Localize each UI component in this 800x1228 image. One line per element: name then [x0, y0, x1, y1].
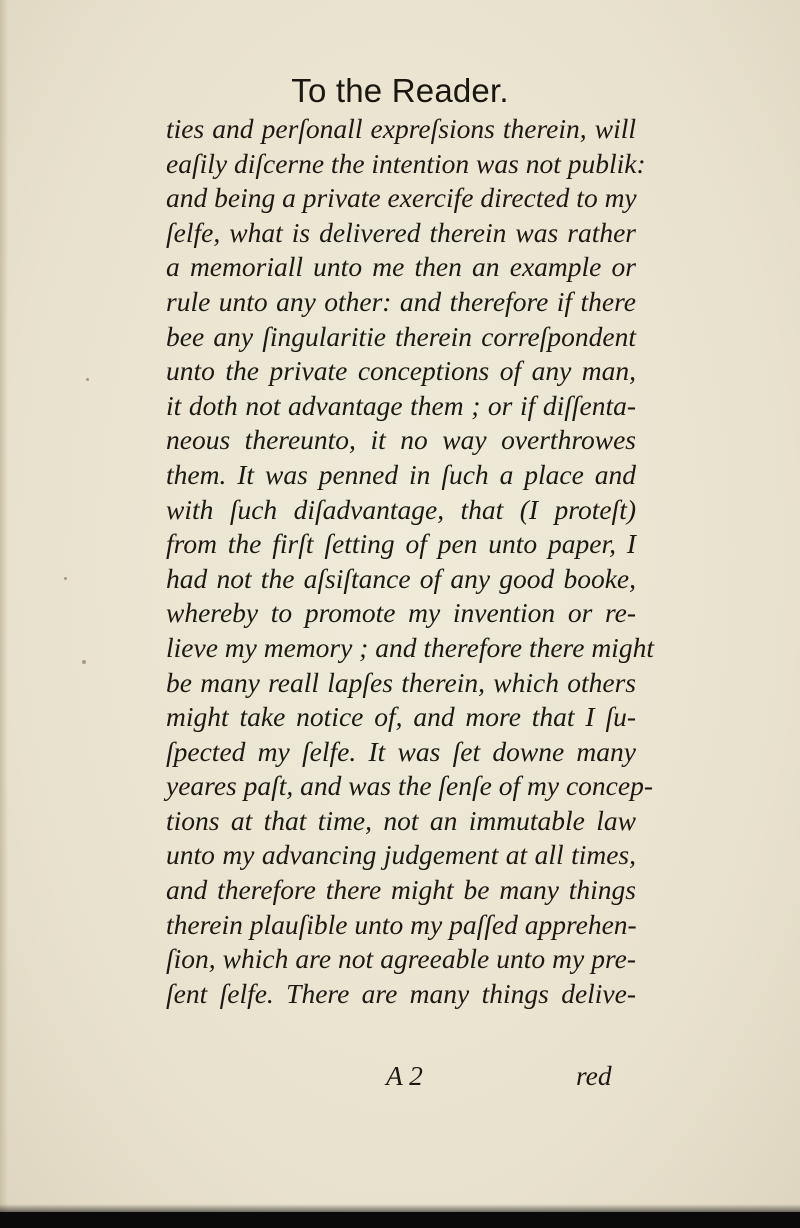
paper-speck [82, 660, 86, 664]
body-text [166, 112, 654, 1011]
paper-speck [86, 378, 89, 381]
text-line: might take notice of, and more that I ſu- [166, 701, 636, 733]
text-line: ties and perſonall expreſsions therein, will [166, 113, 636, 144]
text-line: ſelfe, what is delivered therein was rather [166, 216, 636, 248]
text-line: and therefore there might be many things [166, 874, 636, 906]
page-footer [166, 1060, 612, 1096]
text-line: whereby to promote my invention or re- [166, 597, 636, 629]
scan-edge-fade [0, 1204, 800, 1212]
text-line: be many reall lapſes therein, which others [166, 666, 636, 698]
text-line: ſion, which are not agreeable unto my pre- [166, 943, 636, 975]
text-line: therein plauſible unto my paſſed apprehen- [166, 908, 637, 940]
page-gutter-shadow [0, 0, 8, 1228]
text-line: had not the aſsiſtance of any good booke, [166, 562, 636, 594]
scan-edge [0, 1212, 800, 1228]
text-line: lieve my memory ; and therefore there might [166, 631, 654, 663]
signature-mark: A 2 [386, 1060, 423, 1091]
text-line: it doth not advantage them ; or if diſſenta- [166, 389, 636, 421]
text-line: tions at that time, not an immutable law [166, 804, 636, 836]
text-line: unto my advancing judgement at all times, [166, 839, 636, 871]
text-line: unto the private conceptions of any man, [166, 355, 636, 387]
text-line: eaſily diſcerne the intention was not publik: [166, 147, 646, 179]
running-head: To the Reader. [291, 72, 509, 109]
text-line: ſpected my ſelfe. It was ſet downe many [166, 735, 636, 767]
text-line: yeares paſt, and was the ſenſe of my concep- [166, 770, 653, 802]
text-line: and being a private exercife directed to my [166, 182, 637, 214]
catchword: red [576, 1060, 612, 1091]
paper-speck [64, 577, 67, 580]
text-line: a memoriall unto me then an example or [166, 251, 636, 283]
text-line: them. It was penned in ſuch a place and [166, 458, 636, 490]
text-line: with ſuch diſadvantage, that (I proteſt) [166, 493, 636, 525]
text-line: bee any ſingularitie therein correſpondent [166, 320, 636, 352]
text-line: rule unto any other: and therefore if there [166, 285, 636, 317]
text-line: neous thereunto, it no way overthrowes [166, 424, 636, 456]
text-line: ſent ſelfe. There are many things delive- [166, 977, 636, 1009]
text-line: from the firſt ſetting of pen unto paper, I [166, 528, 636, 560]
